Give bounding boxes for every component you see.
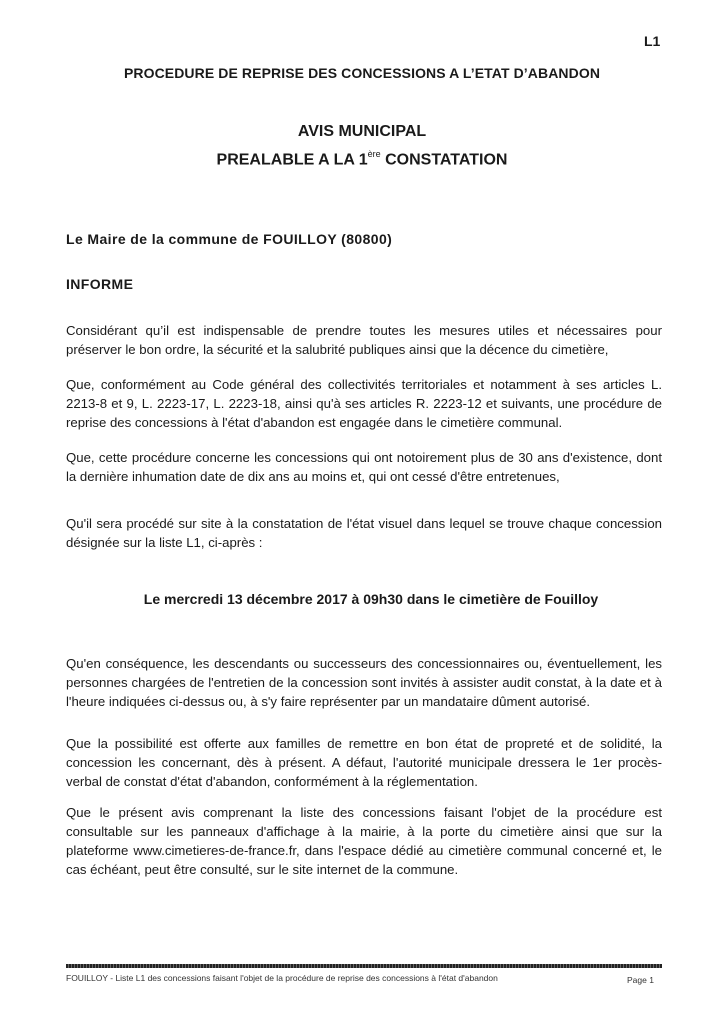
subtitle-part-1: PREALABLE A LA 1 xyxy=(216,151,368,169)
paragraph-considerant: Considérant qu’il est indispensable de prendre toutes les mesures utiles et nécessaires pour préserver le bon ordre, la sécurité et la salubrité publiques ainsi que la décence du cimetière, xyxy=(66,323,662,357)
paragraph-procedure: Que, cette procédure concerne les concessions qui ont notoirement plus de 30 ans d'existence, dont la dernière inhumation date de dix ans au moins et, qui ont cessé d'être entretenues, xyxy=(66,450,662,484)
notice-title: AVIS MUNICIPAL xyxy=(297,123,427,140)
page-number: Page 1 xyxy=(627,975,654,985)
informe-heading: INFORME xyxy=(66,276,134,292)
footer-text: FOUILLOY - Liste L1 des concessions faisant l'objet de la procédure de reprise des concessions à l'état d'abandon xyxy=(66,973,498,983)
subtitle-superscript: ère xyxy=(367,149,381,159)
mayor-heading: Le Maire de la commune de FOUILLOY (80800) xyxy=(66,231,393,247)
subtitle-part-2: CONSTATATION xyxy=(380,151,508,169)
document-reference: L1 xyxy=(644,33,661,49)
paragraph-constatation: Qu'il sera procédé sur site à la constatation de l'état visuel dans lequel se trouve chaque concession désignée sur la liste L1, ci-après : xyxy=(66,516,662,550)
footer-divider xyxy=(66,964,662,968)
paragraph-code-general: Que, conformément au Code général des collectivités territoriales et notamment à ses articles L. 2213-8 et 9, L. 2223-17, L. 2223-18, ainsi qu'à ses articles R. 2223-12 et suivants, une procédure de reprise des concessions à l'état d'abandon est engagée dans le cimetière communal. xyxy=(66,377,662,430)
notice-subtitle xyxy=(0,150,724,169)
procedure-title: PROCEDURE DE REPRISE DES CONCESSIONS A L’ETAT D’ABANDON xyxy=(123,65,601,81)
paragraph-descendants: Qu'en conséquence, les descendants ou successeurs des concessionnaires ou, éventuellement, les personnes chargées de l'entretien de la concession sont invités à assister audit constat, à la date et à l'heure indiquées ci-dessus ou, à s'y faire représenter par un mandataire dûment autorisé. xyxy=(66,656,662,709)
constat-date: Le mercredi 13 décembre 2017 à 09h30 dans le cimetière de Fouilloy xyxy=(143,591,599,607)
paragraph-possibilite: Que la possibilité est offerte aux familles de remettre en bon état de propreté et de solidité, la concession les concernant, dès à présent. A défaut, l'autorité municipale dressera le 1er procès-verbal de constat d'état d'abandon, conformément à la réglementation. xyxy=(66,736,662,789)
paragraph-present-avis: Que le présent avis comprenant la liste des concessions faisant l'objet de la procédure est consultable sur les panneaux d'affichage à la mairie, à la porte du cimetière ainsi que sur la plateforme www.cimetieres-de-france.fr, dans l'espace dédié au cimetière communal concerné et, le cas échéant, peut être consulté, sur le site internet de la commune. xyxy=(66,805,662,877)
